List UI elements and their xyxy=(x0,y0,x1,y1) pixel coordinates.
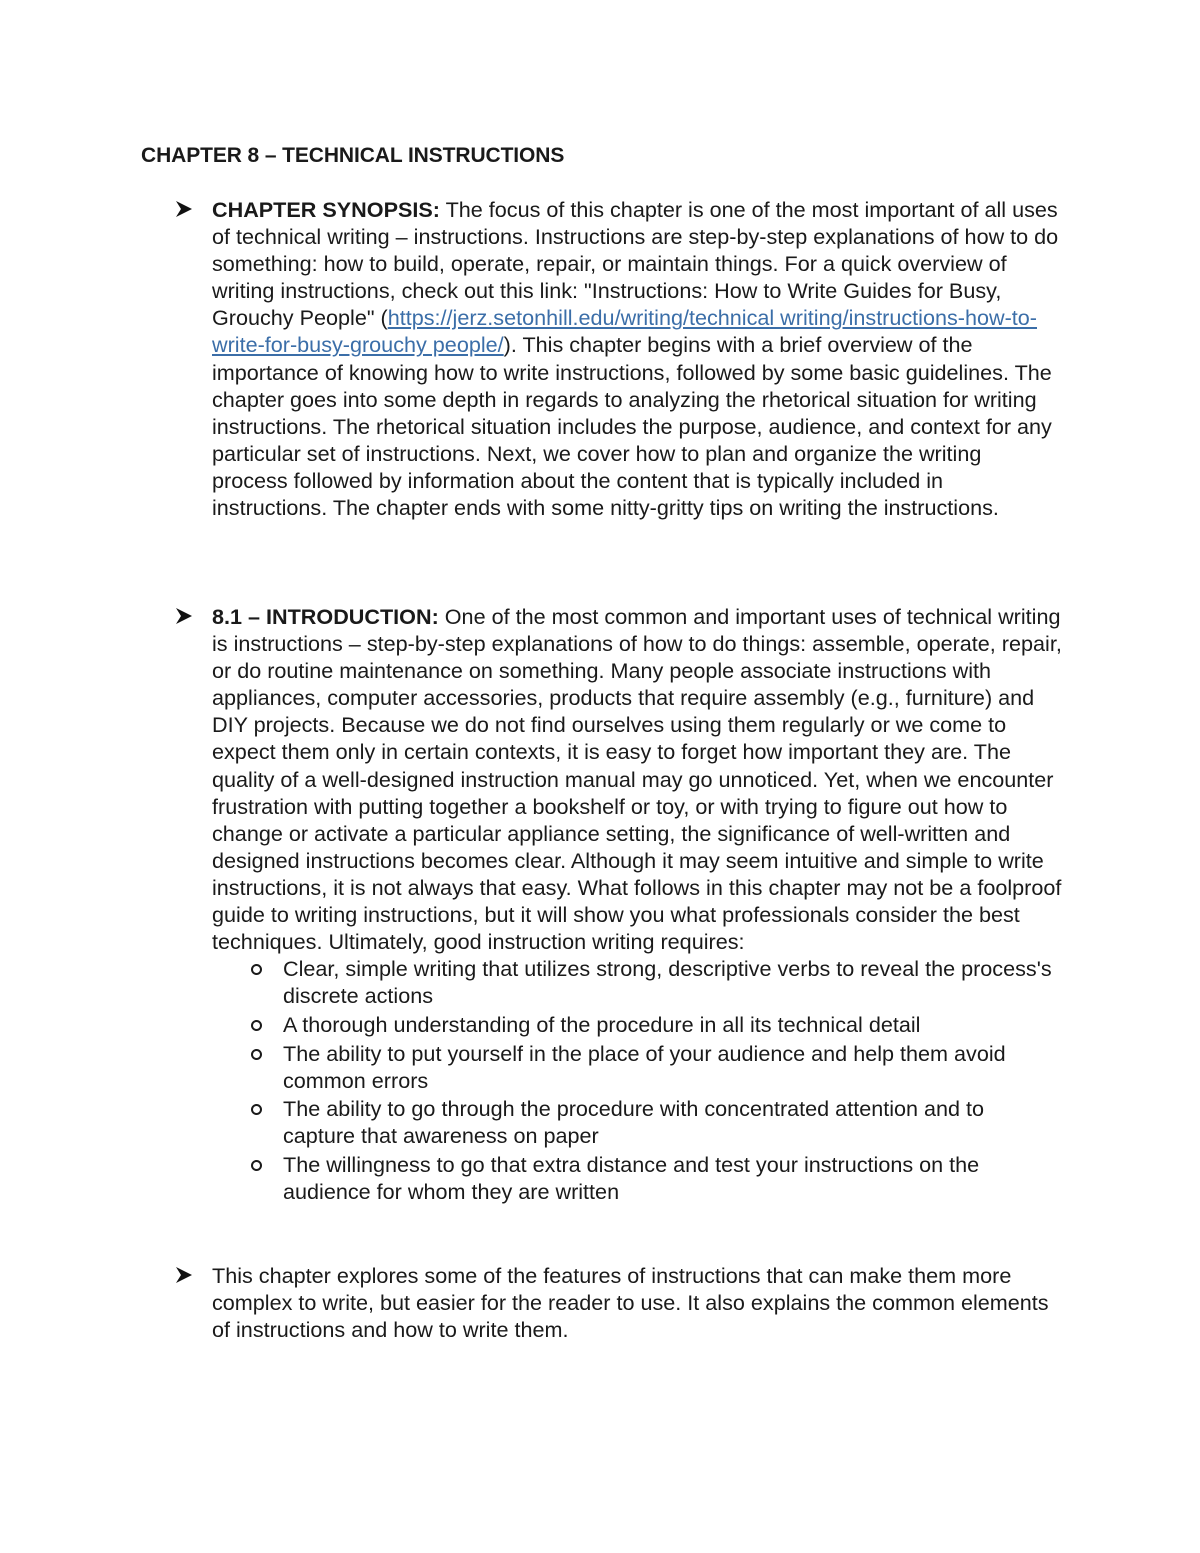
synopsis-text-after-link: ). This chapter begins with a brief overview of the importance of knowing how to write instructions, followed by some basic guidelines. The chapter goes into some depth in regards to analyzing the rhetorical situation for writing instructions. The rhetorical situation includes the purpose, audience, and context for any particular set of instructions. Next, we cover how to plan and organize the writing process followed by information about the content that is typically included in instructions. The chapter ends with some nitty-gritty tips on writing the instructions. xyxy=(212,332,1052,521)
list-item: The ability to put yourself in the place of your audience and help them avoid common errors xyxy=(283,1040,1062,1094)
list-item: A thorough understanding of the procedure in all its technical detail xyxy=(283,1011,1062,1038)
list-item: The willingness to go that extra distance and test your instructions on the audience for whom they are written xyxy=(283,1151,1062,1205)
introduction-text: One of the most common and important uses of technical writing is instructions – step-by-step explanations of how to do things: assemble, operate, repair, or do routine maintenance on something. Many people associate instructions with appliances, computer accessories, products that require assembly (e.g., furniture) and DIY projects. Because we do not find ourselves using them regularly or we come to expect them only in certain contexts, it is easy to forget how important they are. The quality of a well-designed instruction manual may go unnoticed. Yet, when we encounter frustration with putting together a bookshelf or toy, or with trying to figure out how to change or activate a particular appliance setting, the significance of well-written and designed instructions becomes clear. Although it may seem intuitive and simple to write instructions, it is not always that easy. What follows in this chapter may not be a foolproof guide to writing instructions, but it will show you what professionals consider the best techniques. Ultimately, good instruction writing requires: xyxy=(212,604,1062,955)
synopsis-link[interactable]: https://jerz.setonhill.edu/writing/technical writing/instructions-how-to-write-for-busy-grouchy people/ xyxy=(212,305,1037,358)
arrowhead-bullet-icon xyxy=(174,200,194,218)
synopsis-paragraph xyxy=(212,196,1062,521)
synopsis-text-before-link: The focus of this chapter is one of the most important of all uses of technical writing – instructions. Instructions are step-by-step explanations of how to do something: how to build, operate, repair, or maintain things. For a quick overview of writing instructions, check out this link: "Instructions: How to Write Guides for Busy, Grouchy People" ( xyxy=(212,197,1059,331)
introduction-paragraph xyxy=(212,603,1062,955)
hollow-circle-bullet-icon xyxy=(251,1160,262,1171)
list-item: The ability to go through the procedure with concentrated attention and to capture that awareness on paper xyxy=(283,1095,1062,1149)
hollow-circle-bullet-icon xyxy=(251,1020,262,1031)
hollow-circle-bullet-icon xyxy=(251,964,262,975)
synopsis-section xyxy=(212,196,1062,521)
introduction-section xyxy=(212,603,1062,1207)
closing-section xyxy=(212,1262,1062,1343)
arrowhead-bullet-icon xyxy=(174,1266,194,1284)
chapter-title: CHAPTER 8 – TECHNICAL INSTRUCTIONS xyxy=(141,144,565,167)
introduction-label: 8.1 – INTRODUCTION: xyxy=(212,604,439,629)
synopsis-label: CHAPTER SYNOPSIS: xyxy=(212,197,440,222)
hollow-circle-bullet-icon xyxy=(251,1049,262,1060)
arrowhead-bullet-icon xyxy=(174,607,194,625)
list-item: Clear, simple writing that utilizes strong, descriptive verbs to reveal the process's discrete actions xyxy=(283,955,1062,1009)
hollow-circle-bullet-icon xyxy=(251,1104,262,1115)
closing-paragraph: This chapter explores some of the features of instructions that can make them more complex to write, but easier for the reader to use. It also explains the common elements of instructions and how to write them. xyxy=(212,1263,1049,1343)
requirements-list xyxy=(212,955,1062,1205)
